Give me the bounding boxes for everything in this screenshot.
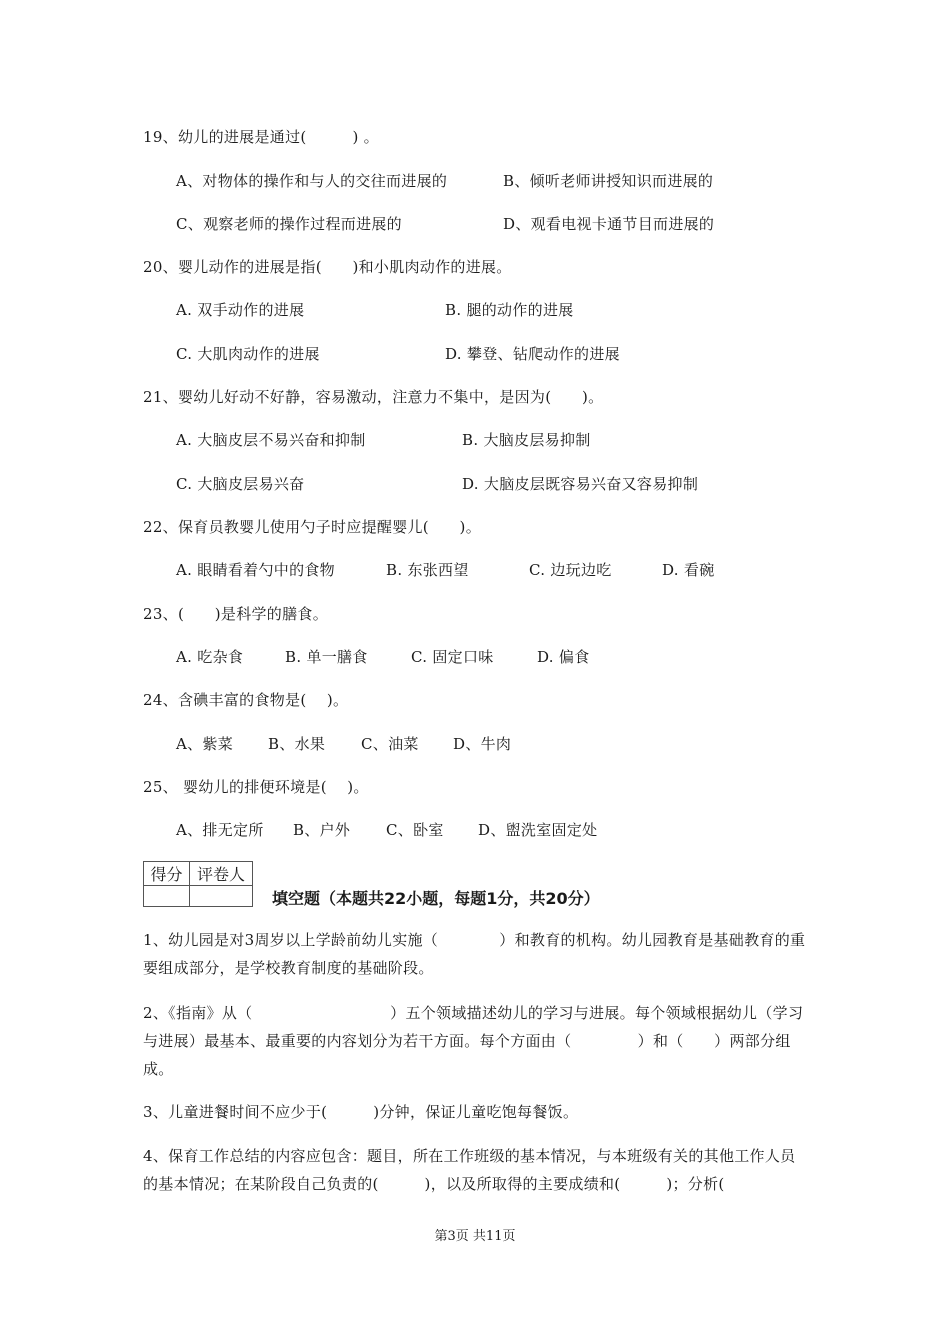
- fill-blank-4: 4、保育工作总结的内容应包含：题目，所在工作班级的基本情况，与本班级有关的其他工作人员的基本情况；在某阶段自己负责的( )，以及所取得的主要成绩和( )；分析(: [143, 1147, 796, 1193]
- fill-blank-1: 1、幼儿园是对3周岁以上学龄前幼儿实施（ ）和教育的机构。幼儿园教育是基础教育的重要组成部分，是学校教育制度的基础阶段。: [143, 931, 806, 977]
- grader-label: 评卷人: [190, 862, 253, 886]
- question-23-option-c: C. 固定口味: [411, 648, 494, 666]
- fill-blank-2: 2、《指南》从（ ）五个领域描述幼儿的学习与进展。每个领域根据幼儿（学习与进展）最基本、最重要的内容划分为若干方面。每个方面由（ ）和（ ）两部分组成。: [143, 1004, 804, 1078]
- page-footer: 第3页 共11页: [434, 1229, 516, 1244]
- question-21-stem: 21、婴幼儿好动不好静，容易激动，注意力不集中，是因为( )。: [143, 388, 604, 406]
- fill-blank-3: 3、儿童进餐时间不应少于( )分钟，保证儿童吃饱每餐饭。: [143, 1103, 579, 1121]
- question-25-stem: 25、 婴幼儿的排便环境是( )。: [143, 778, 369, 796]
- question-21-option-c: C. 大脑皮层易兴奋: [176, 475, 305, 493]
- question-24-option-d: D、牛肉: [453, 735, 512, 753]
- question-20-option-a: A. 双手动作的进展: [176, 301, 305, 319]
- question-23-option-a: A. 吃杂食: [176, 648, 244, 666]
- question-21-option-d: D. 大脑皮层既容易兴奋又容易抑制: [462, 475, 699, 493]
- section-title: 填空题（本题共22小题，每题1分，共20分）: [272, 889, 600, 908]
- question-22-option-c: C. 边玩边吃: [529, 561, 612, 579]
- question-21-option-b: B. 大脑皮层易抑制: [462, 431, 591, 449]
- question-25-option-c: C、卧室: [386, 821, 444, 839]
- question-21-option-a: A. 大脑皮层不易兴奋和抑制: [176, 431, 366, 449]
- question-20-option-d: D. 攀登、钻爬动作的进展: [445, 345, 620, 363]
- question-19-stem: 19、幼儿的进展是通过( ) 。: [143, 128, 379, 146]
- question-25-option-b: B、户外: [293, 821, 351, 839]
- question-19-option-d: D、观看电视卡通节目而进展的: [503, 215, 715, 233]
- question-20-option-b: B. 腿的动作的进展: [445, 301, 574, 319]
- question-24-option-a: A、紫菜: [176, 735, 234, 753]
- score-label: 得分: [144, 862, 190, 886]
- question-25-option-d: D、盥洗室固定处: [478, 821, 598, 839]
- question-24-option-c: C、油菜: [361, 735, 419, 753]
- question-24-option-b: B、水果: [268, 735, 326, 753]
- question-19-option-b: B、倾听老师讲授知识而进展的: [503, 172, 714, 190]
- question-22-stem: 22、保育员教婴儿使用勺子时应提醒婴儿( )。: [143, 518, 481, 536]
- question-19-option-c: C、观察老师的操作过程而进展的: [176, 215, 402, 233]
- question-22-option-a: A. 眼睛看着勺中的食物: [176, 561, 335, 579]
- score-table: [143, 861, 253, 907]
- question-23-option-d: D. 偏食: [537, 648, 590, 666]
- question-22-option-b: B. 东张西望: [386, 561, 469, 579]
- grader-cell: [190, 886, 253, 907]
- score-cell: [144, 886, 190, 907]
- question-23-option-b: B. 单一膳食: [285, 648, 368, 666]
- question-22-option-d: D. 看碗: [662, 561, 715, 579]
- question-23-stem: 23、( )是科学的膳食。: [143, 605, 328, 623]
- question-25-option-a: A、排无定所: [176, 821, 264, 839]
- question-24-stem: 24、含碘丰富的食物是( )。: [143, 691, 349, 709]
- question-20-stem: 20、婴儿动作的进展是指( )和小肌肉动作的进展。: [143, 258, 512, 276]
- question-20-option-c: C. 大肌肉动作的进展: [176, 345, 320, 363]
- question-19-option-a: A、对物体的操作和与人的交往而进展的: [176, 172, 448, 190]
